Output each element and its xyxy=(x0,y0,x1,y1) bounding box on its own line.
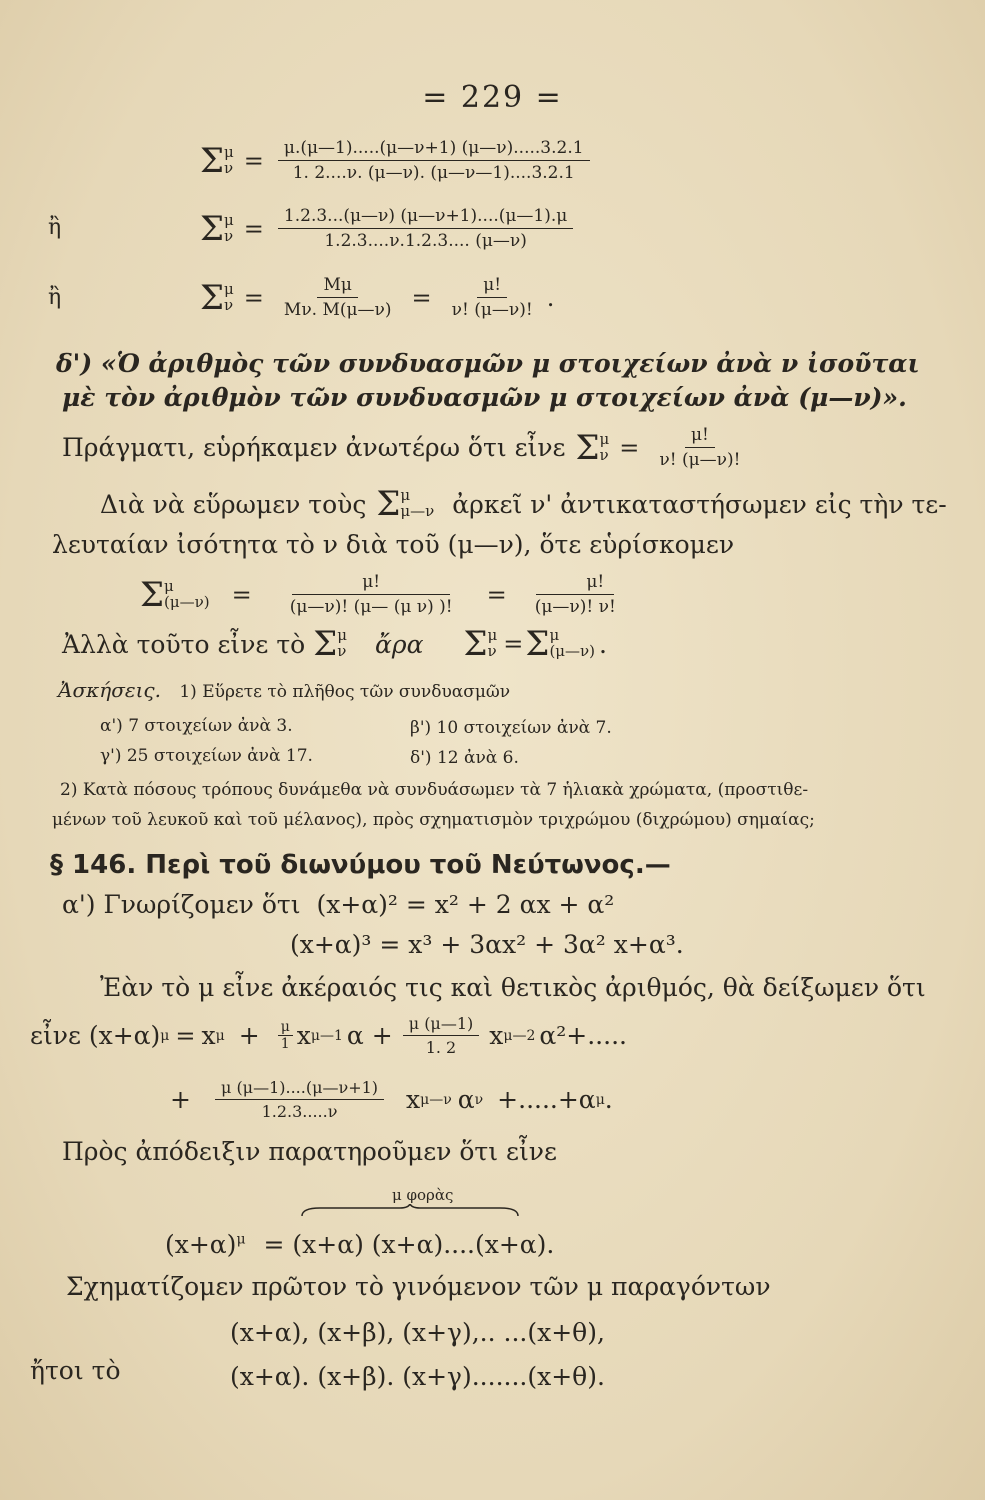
numerator: μ! xyxy=(292,572,450,595)
denominator: 1 xyxy=(280,1036,290,1052)
numerator: μ.(μ—1).....(μ—ν+1) (μ—ν).....3.2.1 xyxy=(278,138,590,161)
binomial-line-2 xyxy=(170,1078,613,1121)
denominator: (μ—ν)! (μ— (μ ν) )! xyxy=(289,597,453,617)
power: ν xyxy=(474,1091,484,1108)
plus: + xyxy=(170,1085,191,1114)
paragraph-5: Πρὸς ἀπόδειξιν παρατηροῦμεν ὅτι εἶνε xyxy=(62,1137,557,1166)
exercise-1a: α') 7 στοιχείων ἀνὰ 3. xyxy=(100,716,293,736)
numerator: 1.2.3...(μ—ν) (μ—ν+1)....(μ—1).μ xyxy=(278,206,573,229)
sup: μ xyxy=(337,626,348,645)
ara-word: ἄρα xyxy=(375,629,424,659)
sigma-symbol: Σ xyxy=(575,427,600,468)
sigma-symbol: Σ xyxy=(200,277,225,318)
paragraph-6: Σχηματίζομεν πρῶτον τὸ γινόμενον τῶν μ παραγόντων xyxy=(66,1272,771,1301)
sub: ν xyxy=(224,295,234,314)
section-a-label: α') Γνωρίζομεν ὅτι xyxy=(62,890,301,919)
term: x xyxy=(489,1021,504,1050)
exercise-1: 1) Εὕρετε τὸ πλῆθος τῶν συνδυασμῶν xyxy=(179,682,511,702)
term: +.....+α xyxy=(497,1085,596,1114)
paragraph-1 xyxy=(62,425,754,470)
power: μ xyxy=(236,1231,246,1248)
sigma-symbol: Σ xyxy=(140,574,165,615)
sup: μ xyxy=(224,279,234,298)
sub: ν xyxy=(337,642,347,660)
term: α²+..... xyxy=(539,1021,627,1050)
fraction xyxy=(215,1078,384,1121)
denominator: 1.2.3....ν.1.2.3.... (μ—ν) xyxy=(324,231,527,251)
section-a-line-1 xyxy=(62,890,614,919)
equals: = xyxy=(503,630,524,658)
equation-1 xyxy=(200,138,598,183)
sigma-symbol: Σ xyxy=(200,208,225,249)
period: . xyxy=(599,629,607,659)
exercise-2-line-1: 2) Κατὰ πόσους τρόπους δυνάμεθα νὰ συνδυάσωμεν τὰ 7 ἡλιακὰ χρώματα, (προστιθε- xyxy=(60,780,809,800)
equals: = xyxy=(486,580,507,609)
equals: = xyxy=(231,580,252,609)
numerator: μ (μ—1) xyxy=(403,1014,480,1036)
paragraph-text: ἀρκεῖ ν' ἀντικαταστήσωμεν εἰς τὴν τε- xyxy=(452,489,947,519)
product-rhs: = (x+α) (x+α)....(x+α). xyxy=(263,1230,555,1259)
denominator: ν! (μ—ν)! xyxy=(451,300,533,320)
formula-square: (x+α)² = x² + 2 αx + α² xyxy=(316,890,615,919)
equals: = xyxy=(243,283,264,312)
denominator: 1. 2....ν. (μ—ν). (μ—ν—1)....3.2.1 xyxy=(292,163,575,183)
equals: = xyxy=(243,146,264,175)
denominator: 1. 2 xyxy=(425,1038,457,1057)
plus: + xyxy=(238,1021,260,1050)
numerator: μ (μ—1)....(μ—ν+1) xyxy=(215,1078,384,1100)
fraction-2 xyxy=(529,572,622,617)
fraction xyxy=(278,138,590,183)
binomial-lhs: εἶνε (x+α) xyxy=(30,1021,161,1050)
power: μ—1 xyxy=(310,1027,343,1044)
fraction xyxy=(278,206,573,251)
exercises-heading: Ἀσκήσεις. xyxy=(58,678,161,702)
denominator: 1.2.3.....ν xyxy=(261,1102,338,1121)
denominator: ν! (μ—ν)! xyxy=(659,450,741,470)
fraction xyxy=(278,1019,293,1052)
power: μ—2 xyxy=(503,1027,536,1044)
sup: μ xyxy=(487,626,498,645)
exercise-2-line-2: μένων τοῦ λευκοῦ καὶ τοῦ μέλανος), πρὸς σχηματισμὸν τριχρώμου (διχρώμου) σημαίας; xyxy=(52,810,815,830)
term: α + xyxy=(346,1021,393,1050)
brace-label: μ φορὰς xyxy=(392,1186,454,1204)
term: x xyxy=(406,1085,421,1114)
sup: μ xyxy=(549,626,560,645)
sigma-symbol: Σ xyxy=(313,624,338,664)
brace xyxy=(300,1204,520,1218)
product-lhs: (x+α) xyxy=(165,1230,237,1259)
paragraph-text: Πράγματι, εὑρήκαμεν ἀνωτέρω ὅτι εἶνε xyxy=(62,433,566,462)
paragraph-text: Διὰ νὰ εὕρωμεν τοὺς xyxy=(100,489,367,519)
sub: (μ—ν) xyxy=(164,592,210,611)
formula-cube: (x+α)³ = x³ + 3αx² + 3α² x+α³. xyxy=(290,930,684,959)
eq3-prefix: ἢ xyxy=(48,285,62,310)
equals: = xyxy=(619,433,640,462)
eq2-prefix: ἢ xyxy=(48,215,62,240)
product-3-prefix: ἤτοι τὸ xyxy=(30,1356,121,1385)
power: μ—ν xyxy=(420,1091,452,1108)
power: μ xyxy=(215,1027,225,1044)
sub: ν xyxy=(487,642,497,660)
sub: ν xyxy=(224,226,234,245)
denominator: Μν. Μ(μ—ν) xyxy=(283,300,392,320)
sub: ν xyxy=(224,158,234,177)
numerator: Μμ xyxy=(317,275,357,298)
paragraph-2-line-1 xyxy=(100,484,947,524)
theorem-line-2: μὲ τὸν ἀριθμὸν τῶν συνδυασμῶν μ στοιχείων ἀνὰ (μ—ν)». xyxy=(62,383,907,412)
page-number: = 229 = xyxy=(422,80,563,115)
sup: μ xyxy=(400,486,411,505)
sup: μ xyxy=(224,142,234,161)
section-title: § 146. Περὶ τοῦ διωνύμου τοῦ Νεύτωνος.— xyxy=(50,850,671,880)
exercises-line-1 xyxy=(58,678,510,702)
numerator: μ! xyxy=(685,425,715,448)
equals: = xyxy=(175,1021,196,1050)
equation-4 xyxy=(140,572,630,617)
binomial-line-1 xyxy=(30,1014,627,1057)
sigma-symbol: Σ xyxy=(463,624,488,664)
sub: μ—ν xyxy=(400,502,435,520)
paragraph-4: Ἐὰν τὸ μ εἶνε ἀκέραιός τις καὶ θετικὸς ἀριθμός, θὰ δείξωμεν ὅτι xyxy=(100,973,926,1002)
numerator: μ! xyxy=(477,275,507,298)
paragraph-3 xyxy=(62,624,607,664)
product-2: (x+α), (x+β), (x+γ),.. ...(x+θ), xyxy=(230,1318,605,1347)
equation-2 xyxy=(200,206,581,251)
equals: = xyxy=(411,283,432,312)
sigma-symbol: Σ xyxy=(200,140,225,181)
sigma-symbol: Σ xyxy=(376,484,401,524)
term: α xyxy=(457,1085,475,1114)
numerator: μ! xyxy=(536,572,614,595)
fraction-2 xyxy=(446,275,539,320)
sub: ν xyxy=(599,445,609,464)
period: . xyxy=(546,283,555,312)
exercise-1d: δ') 12 ἀνὰ 6. xyxy=(410,748,519,768)
sup: μ xyxy=(599,429,610,448)
fraction xyxy=(653,425,746,470)
term: x xyxy=(296,1021,311,1050)
sup: μ xyxy=(224,210,234,229)
exercise-1c: γ') 25 στοιχείων ἀνὰ 17. xyxy=(100,746,313,766)
power: μ xyxy=(595,1091,605,1108)
sub: (μ—ν) xyxy=(549,642,596,660)
denominator: (μ—ν)! ν! xyxy=(534,597,616,617)
paragraph-2-line-2: λευταίαν ἰσότητα τὸ ν διὰ τοῦ (μ—ν), ὅτε εὑρίσκομεν xyxy=(52,530,735,559)
fraction xyxy=(403,1014,480,1057)
equals: = xyxy=(243,214,264,243)
numerator: μ xyxy=(278,1019,293,1036)
theorem-line-1: δ') «Ὁ ἀριθμὸς τῶν συνδυασμῶν μ στοιχείων ἀνὰ ν ἰσοῦται xyxy=(56,349,920,378)
product-1 xyxy=(165,1230,554,1259)
exercise-1b: β') 10 στοιχείων ἀνὰ 7. xyxy=(410,718,612,738)
sigma-symbol: Σ xyxy=(525,624,550,664)
power: μ xyxy=(160,1027,170,1044)
fraction-1 xyxy=(284,572,459,617)
product-3: (x+α). (x+β). (x+γ).......(x+θ). xyxy=(230,1362,605,1391)
paragraph-text: Ἀλλὰ τοῦτο εἶνε τὸ xyxy=(62,629,306,659)
period: . xyxy=(604,1085,613,1114)
fraction-1 xyxy=(278,275,398,320)
term: x xyxy=(201,1021,216,1050)
sup: μ xyxy=(164,576,174,595)
equation-3 xyxy=(200,275,554,320)
